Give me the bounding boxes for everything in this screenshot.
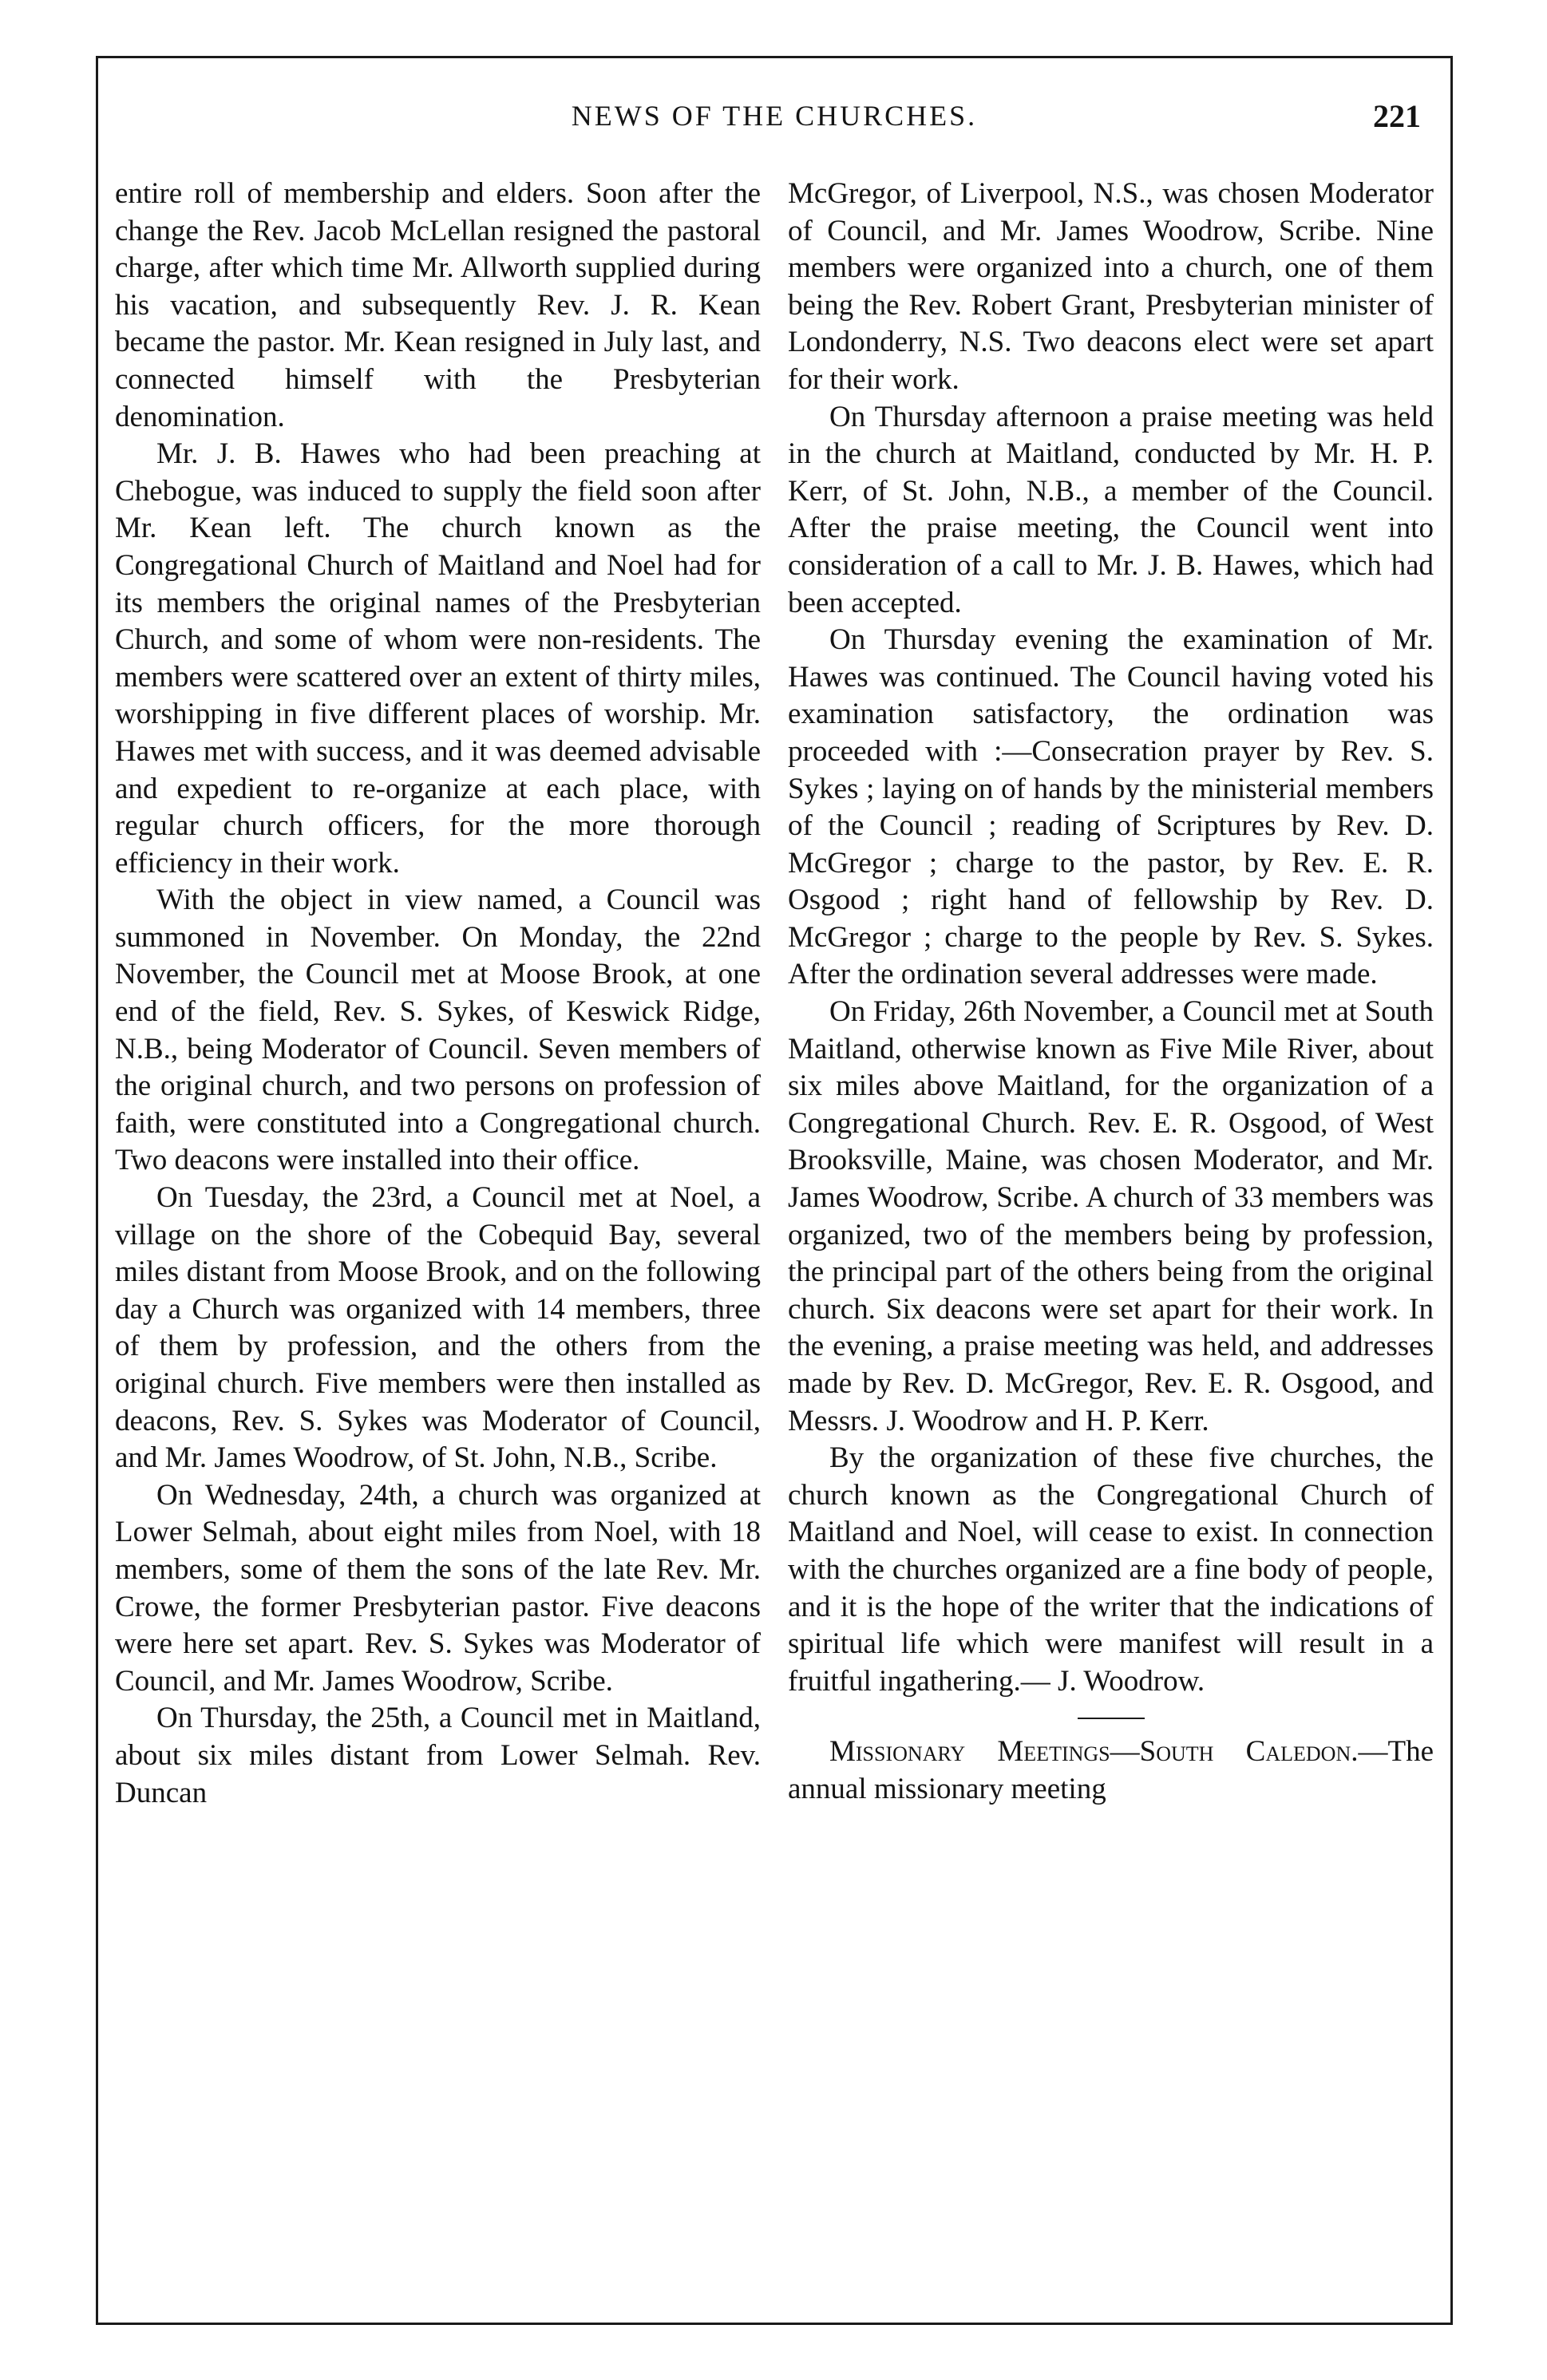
paragraph: On Thursday, the 25th, a Council met in Maitland, about six miles distant from Lower Selmah. Rev. Duncan — [115, 1702, 761, 1809]
section-text: —The annual missionary meeting — [788, 1735, 1434, 1805]
paragraph: On Wednesday, 24th, a church was organized at Lower Selmah, about eight miles from Noel, with 18 members, some of them the sons of the late Rev. Mr. Crowe, the former Presbyterian pastor. Five deacons were here set apart. Rev. S. Sykes was Moderator of Council, and Mr. James Woodrow, Scribe. — [115, 1478, 761, 1698]
section-divider — [1078, 1718, 1145, 1719]
text-columns — [115, 176, 1434, 2307]
section-paragraph — [788, 1734, 1434, 1808]
paragraph: With the object in view named, a Council was summoned in November. On Monday, the 22nd November, the Council met at Moose Brook, at one end of the field, Rev. S. Sykes, of Keswick Ridge, N.B., being Moderator of Council. Seven members of the original church, and two persons on profession of faith, were constituted into a Congregational church. Two deacons were installed into their office. — [115, 884, 761, 1177]
page-frame — [96, 56, 1453, 2338]
paragraph: Mr. J. B. Hawes who had been preaching at Chebogue, was induced to supply the field soon after Mr. Kean left. The church known as the Congregational Church of Maitland and Noel had for its members the original names of the Presbyterian Church, and some of whom were non-residents. The members were scattered over an extent of thirty miles, worshipping in five different places of worship. Mr. Hawes met with success, and it was deemed advisable and expedient to re-organize at each place, with regular church officers, for the more thorough efficiency in their work. — [115, 437, 761, 880]
section-heading: Missionary Meetings—South Caledon. — [829, 1735, 1359, 1769]
paragraph: By the organization of these five churches, the church known as the Congregational Church of Maitland and Noel, will cease to exist. In connection with the churches organized are a fine body of people, and it is the hope of the writer that the indications of spiritual life which were manifest will result in a fruitful ingathering.— J. Woodrow. — [788, 1441, 1434, 1698]
paragraph: On Thursday afternoon a praise meeting was held in the church at Maitland, conducted by Mr. H. P. Kerr, of St. John, N.B., a member of the Council. After the praise meeting, the Council went into consideration of a call to Mr. J. B. Hawes, which had been accepted. — [788, 400, 1434, 619]
paragraph: On Tuesday, the 23rd, a Council met at Noel, a village on the shore of the Cobequid Bay, several miles distant from Moose Brook, and on the following day a Church was organized with 14 members, three of them by profession, and the others from the original church. Five members were then installed as deacons, Rev. S. Sykes was Moderator of Council, and Mr. James Woodrow, of St. John, N.B., Scribe. — [115, 1181, 761, 1475]
paragraph: McGregor, of Liverpool, N.S., was chosen Moderator of Council, and Mr. James Woodrow, Scribe. Nine members were organized into a church, one of them being the Rev. Robert Grant, Presbyterian minister of Londonderry, N.S. Two deacons elect were set apart for their work. — [788, 177, 1434, 396]
left-border-rule — [96, 56, 98, 2323]
paragraph: entire roll of membership and elders. Soon after the change the Rev. Jacob McLellan resigned the pastoral charge, after which time Mr. Allworth supplied during his vacation, and subsequently Rev. J. R. Kean became the pastor. Mr. Kean resigned in July last, and connected himself with the Presbyterian denomination. — [115, 177, 761, 433]
top-border-rule — [96, 56, 1453, 58]
paragraph: On Friday, 26th November, a Council met at South Maitland, otherwise known as Five Mile River, about six miles above Maitland, for the organization of a Congregational Church. Rev. E. R. Osgood, of West Brooksville, Maine, was chosen Moderator, and Mr. James Woodrow, Scribe. A church of 33 members was organized, two of the members being by profession, the principal part of the others being from the original church. Six deacons were set apart for their work. In the evening, a praise meeting was held, and addresses made by Rev. D. McGregor, Rev. E. R. Osgood, and Messrs. J. Woodrow and H. P. Kerr. — [788, 995, 1434, 1437]
bottom-border-rule — [96, 2323, 1453, 2325]
paragraph: On Thursday evening the examination of Mr. Hawes was continued. The Council having voted his examination satisfactory, the ordination was proceeded with :—Consecration prayer by Rev. S. Sykes ; laying on of hands by the ministerial members of the Council ; reading of Scriptures by Rev. D. McGregor ; charge to the pastor, by Rev. E. R. Osgood ; right hand of fellowship by Rev. D. McGregor ; charge to the people by Rev. S. Sykes. After the ordination several addresses were made. — [788, 623, 1434, 991]
running-title: NEWS OF THE CHURCHES. — [571, 100, 978, 132]
right-border-rule — [1450, 56, 1453, 2323]
right-column — [788, 176, 1434, 2307]
page-number: 221 — [1373, 98, 1421, 134]
left-column — [115, 176, 761, 2307]
page-header — [120, 99, 1429, 147]
